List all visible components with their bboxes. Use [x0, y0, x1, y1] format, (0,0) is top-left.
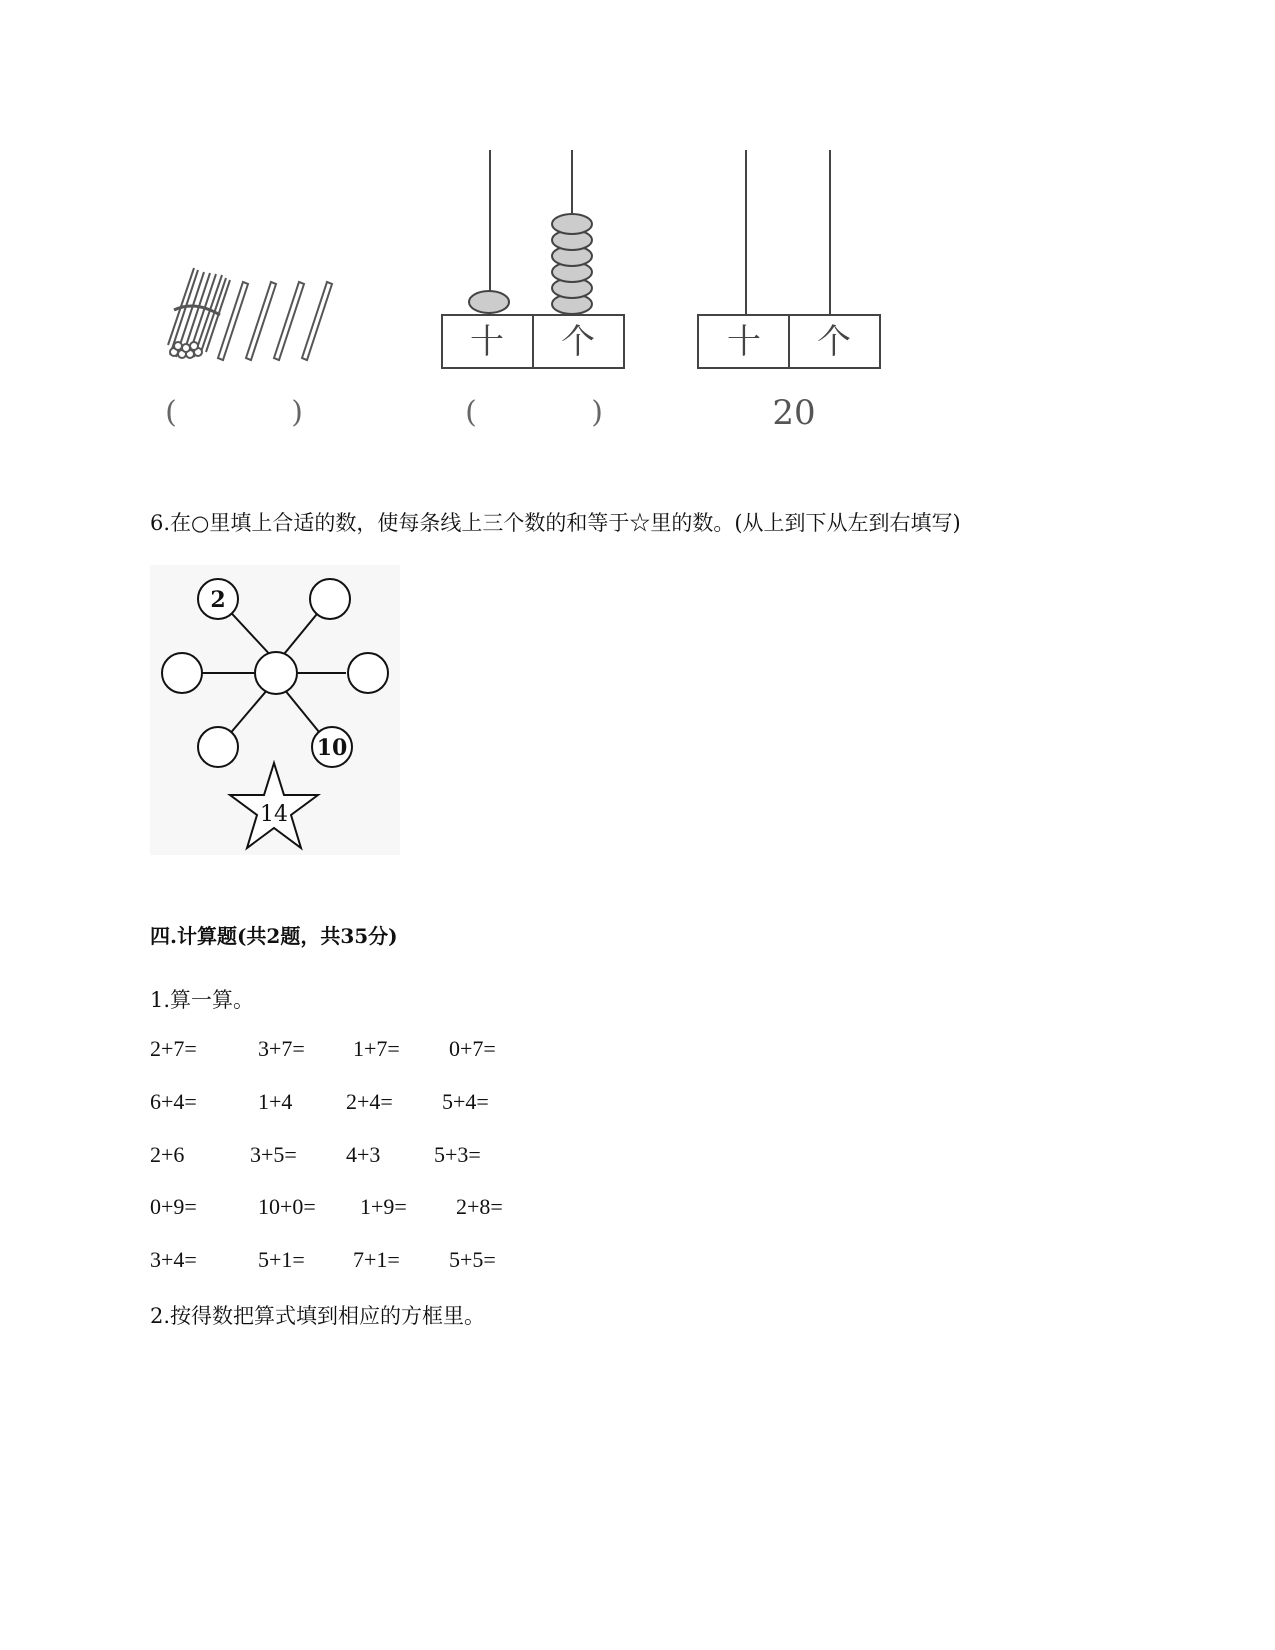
abacus-2-tens-label: 十	[727, 322, 761, 362]
equation: 1+9=	[360, 1194, 407, 1219]
equation: 2+7=	[150, 1036, 197, 1061]
circle-right	[348, 653, 388, 693]
equation: 1+7=	[353, 1036, 400, 1061]
circle-top-right	[310, 579, 350, 619]
section-4-heading: 四.计算题(共2题，共35分)	[150, 924, 398, 948]
abacus-1-ones-label: 个	[561, 322, 595, 362]
equation: 2+4=	[346, 1089, 393, 1114]
ones-bead	[552, 214, 592, 234]
equation: 5+3=	[434, 1142, 481, 1167]
equation: 6+4=	[150, 1089, 197, 1114]
given-value: 20	[772, 393, 816, 433]
equation: 4+3	[346, 1142, 381, 1167]
center-circle	[255, 652, 297, 694]
circle-left	[162, 653, 202, 693]
equation: 3+7=	[258, 1036, 305, 1061]
counting-figure	[150, 140, 930, 450]
circle-bottom-left	[198, 727, 238, 767]
stick-bundle-image	[168, 268, 230, 358]
tens-bead	[469, 291, 509, 313]
equation: 3+5=	[250, 1142, 297, 1167]
abacus-2	[698, 150, 880, 368]
equation: 0+7=	[449, 1036, 496, 1061]
equation: 2+6	[150, 1142, 185, 1167]
star-value: 14	[260, 802, 288, 827]
equation: 2+8=	[456, 1194, 503, 1219]
question-6-text: 6.在○里填上合适的数，使每条线上三个数的和等于☆里的数。(从上到下从左到右填写)	[150, 511, 961, 535]
question-1-text: 1.算一算。	[150, 988, 255, 1012]
equation: 0+9=	[150, 1194, 197, 1219]
question-2-text: 2.按得数把算式填到相应的方框里。	[150, 1304, 486, 1328]
single-sticks-image	[218, 282, 332, 360]
abacus-2-ones-label: 个	[817, 322, 851, 362]
circle-bottom-right-value: 10	[316, 735, 348, 761]
answer-blank-1: ( )	[165, 395, 303, 430]
equation: 5+4=	[442, 1089, 489, 1114]
equation: 10+0=	[258, 1194, 316, 1219]
abacus-1-tens-label: 十	[470, 322, 504, 362]
equation: 5+1=	[258, 1247, 305, 1272]
equation: 5+5=	[449, 1247, 496, 1272]
circle-top-left-value: 2	[210, 587, 226, 613]
equation: 7+1=	[353, 1247, 400, 1272]
star-puzzle-figure	[150, 565, 400, 855]
equation: 3+4=	[150, 1247, 197, 1272]
answer-blank-2: ( )	[465, 395, 603, 430]
equation: 1+4	[258, 1089, 293, 1114]
